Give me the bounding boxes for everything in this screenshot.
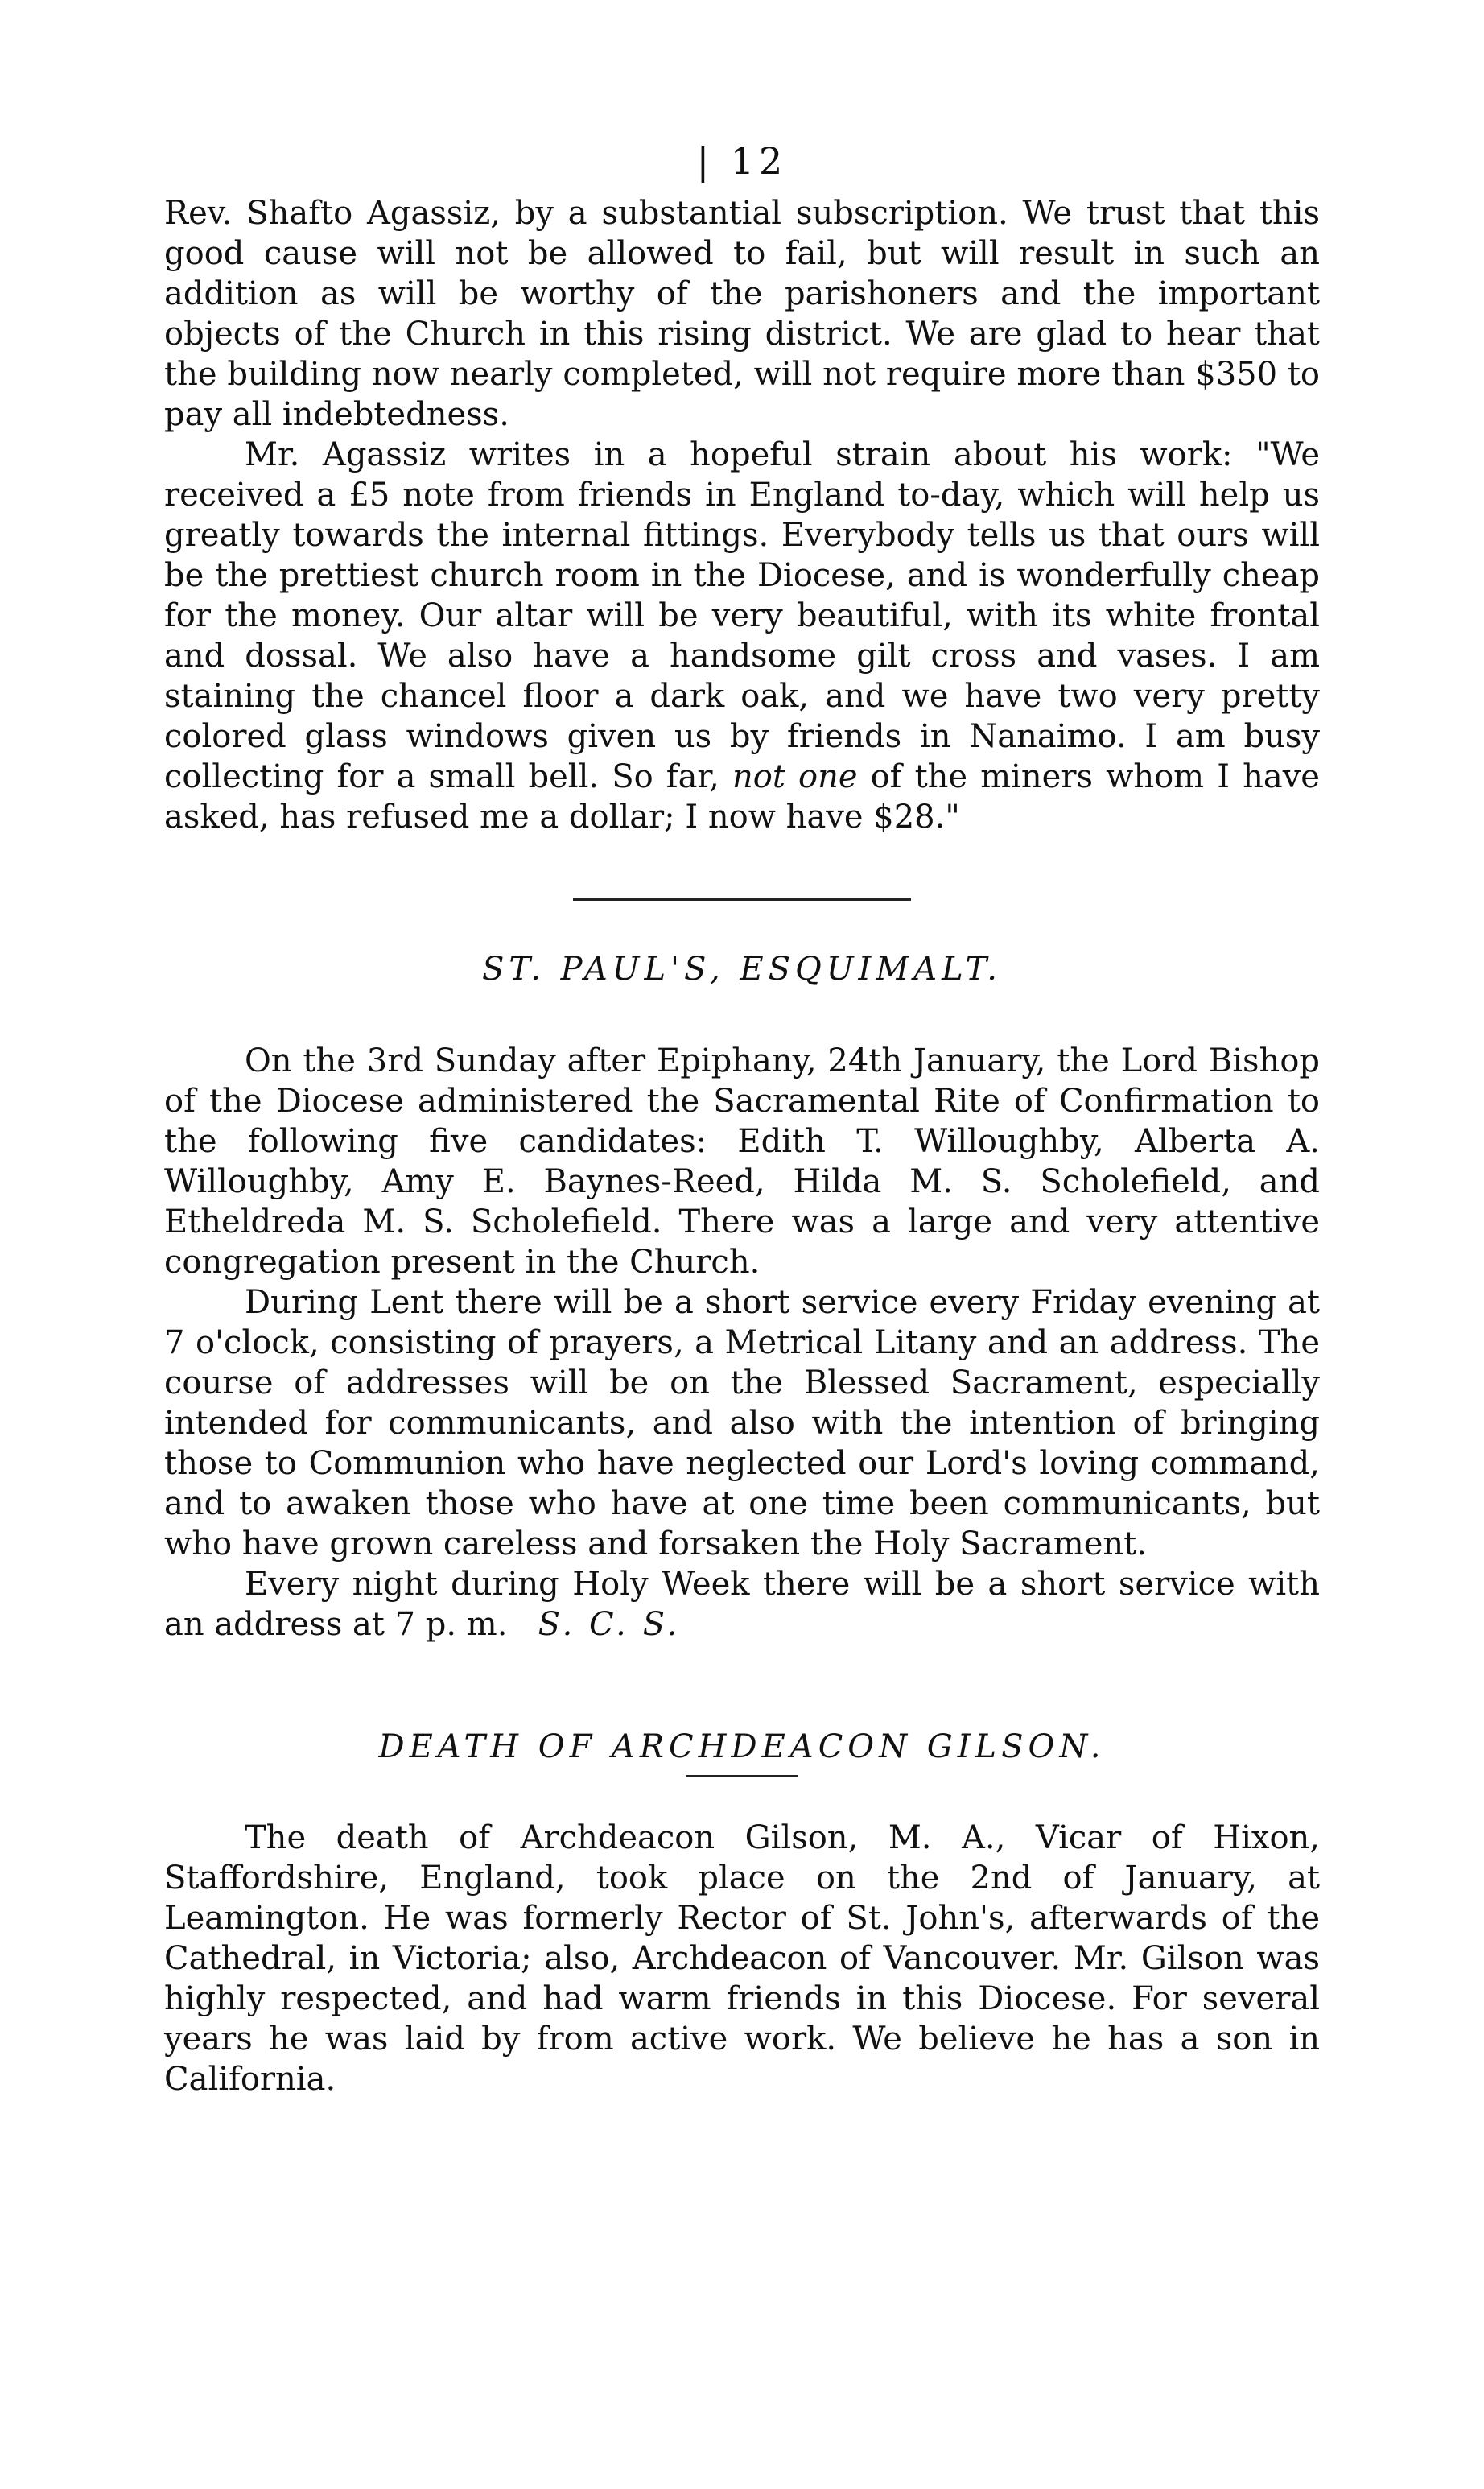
holy-week-text: Every night during Holy Week there will be a short service with an address at 7 p. m. bbox=[164, 1566, 1320, 1643]
intro-paragraph: Rev. Shafto Agassiz, by a substantial subscription. We trust that this good cause will not be allowed to fail, but will result in such an addition as will be worthy of the parishoners and the important objects of the Church in this rising district. We are glad to hear that the building now nearly completed, will not require more than $350 to pay all indebtedness. bbox=[164, 195, 1320, 433]
author-signature: S. C. S. bbox=[538, 1606, 681, 1643]
heading-underline bbox=[686, 1775, 798, 1777]
spacer bbox=[164, 1645, 1320, 1725]
gilson-heading: DEATH OF ARCHDEACON GILSON. bbox=[378, 1728, 1106, 1765]
section-divider bbox=[573, 898, 911, 901]
document-page bbox=[164, 137, 1320, 2099]
confirmation-paragraph: On the 3rd Sunday after Epiphany, 24th January, the Lord Bishop of the Diocese administered the Sacramental Rite of Confirmation to the following five candidates: Edith T. Willoughby, Alberta A. Willoughby, Amy E. Baynes-Reed, Hilda M. S. Scholefield, and Etheldreda M. S. Scholefield. There was a large and very attentive congregation present in the Church. bbox=[164, 1042, 1320, 1281]
lent-services-paragraph: During Lent there will be a short service every Friday evening at 7 o'clock, consisting of prayers, a Metrical Litany and an address. The course of addresses will be on the Blessed Sacrament, especially intended for communicants, and also with the intention of bringing those to Communion who have neglected our Lord's loving command, and to awaken those who have at one time been communicants, but who have grown careless and forsaken the Holy Sacrament. bbox=[164, 1284, 1320, 1562]
st-pauls-heading: ST. PAUL'S, ESQUIMALT. bbox=[481, 951, 1002, 988]
agassiz-letter-text: Mr. Agassiz writes in a hopeful strain about his work: "We received a £5 note from friends in England to-day, which will help us greatly towards the internal fittings. Everybody tells us that ours will be the prettiest church room in the Diocese, and is wonderfully cheap for the money. Our altar will be very beautiful, with its white frontal and dossal. We also have a handsome gilt cross and vases. I am staining the chancel floor a dark oak, and we have two very pretty colored glass windows given us by friends in Nanaimo. I am busy collecting for a small bell. So far, bbox=[164, 436, 1320, 795]
agassiz-letter-emphasis: not one bbox=[732, 758, 858, 795]
agassiz-letter-text-end: of the miners whom I have asked, has refused me a dollar; I now have $28." bbox=[164, 758, 1320, 836]
holy-week-paragraph bbox=[164, 1564, 1320, 1645]
agassiz-letter-paragraph bbox=[164, 435, 1320, 837]
page-number: | 12 bbox=[696, 139, 788, 183]
gilson-obituary-paragraph: The death of Archdeacon Gilson, M. A., Vicar of Hixon, Staffordshire, England, took place on the 2nd of January, at Leamington. He was formerly Rector of St. John's, afterwards of the Cathedral, in Victoria; also, Archdeacon of Vancouver. Mr. Gilson was highly respected, and had warm friends in this Diocese. For several years he was laid by from active work. We believe he has a son in California. bbox=[164, 1819, 1320, 2098]
